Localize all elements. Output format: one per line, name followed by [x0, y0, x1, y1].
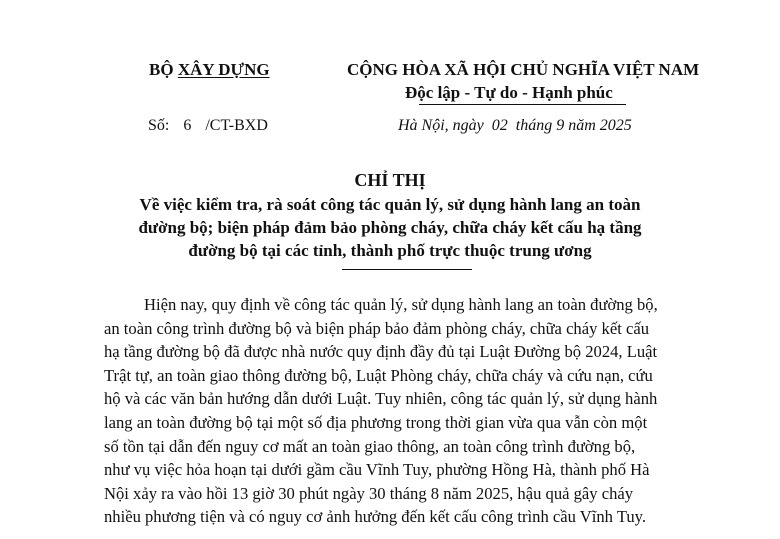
issuing-agency-name: XÂY DỰNG	[177, 60, 270, 79]
body-line: hạ tầng đường bộ đã được nhà nước quy định đầy đủ tại Luật Đường bộ 2024, Luật	[104, 342, 658, 362]
body-paragraph	[104, 293, 704, 529]
issuing-agency-prefix: BỘ	[149, 60, 178, 79]
motto-underline	[419, 104, 626, 105]
body-line: hộ và các văn bản hướng dẫn dưới Luật. Tuy nhiên, công tác quản lý, sử dụng hành	[104, 389, 658, 409]
document-type-title: CHỈ THỊ	[354, 170, 426, 190]
body-line: nhiều phương tiện và có nguy cơ ảnh hưởng đến kết cấu công trình cầu Vĩnh Tuy.	[104, 507, 647, 527]
body-line: Trật tự, an toàn giao thông đường bộ, Luật Phòng cháy, chữa cháy và cứu nạn, cứu	[104, 365, 653, 385]
document-number	[148, 117, 268, 135]
body-line: an toàn công trình đường bộ và biện pháp bảo đảm phòng cháy, chữa cháy kết cấu	[104, 318, 649, 338]
date-line: Hà Nội, ngày 02 tháng 9 năm 2025	[398, 117, 632, 134]
body-line: như vụ việc hỏa hoạn tại dưới gầm cầu Vĩnh Tuy, phường Hồng Hà, thành phố Hà	[104, 460, 650, 480]
body-line: Nội xảy ra vào hồi 13 giờ 30 phút ngày 30 tháng 8 năm 2025, hậu quả gây cháy	[104, 483, 634, 503]
document-code: /CT-BXD	[205, 117, 268, 134]
issuing-agency	[149, 60, 270, 80]
subject-line-3: đường bộ tại các tỉnh, thành phố trực thuộc trung ương	[188, 241, 592, 260]
body-line: số tồn tại dẫn đến nguy cơ mất an toàn giao thông, an toàn công trình đường bộ,	[104, 436, 636, 456]
national-motto: Độc lập - Tự do - Hạnh phúc	[405, 83, 613, 102]
subject-line-2: đường bộ; biện pháp đảm bảo phòng cháy, chữa cháy kết cấu hạ tầng	[138, 218, 642, 237]
document-number-value: 6	[183, 117, 192, 134]
national-title: CỘNG HÒA XÃ HỘI CHỦ NGHĨA VIỆT NAM	[347, 60, 700, 79]
document-number-label: Số:	[148, 117, 170, 134]
body-line: Hiện nay, quy định về công tác quản lý, sử dụng hành lang an toàn đường bộ,	[144, 295, 658, 314]
subject-underline	[342, 269, 472, 270]
body-line: lang an toàn đường bộ tại một số địa phương trong thời gian vừa qua vẫn còn một	[104, 412, 648, 432]
subject-line-1: Về việc kiểm tra, rà soát công tác quản lý, sử dụng hành lang an toàn	[139, 195, 641, 214]
